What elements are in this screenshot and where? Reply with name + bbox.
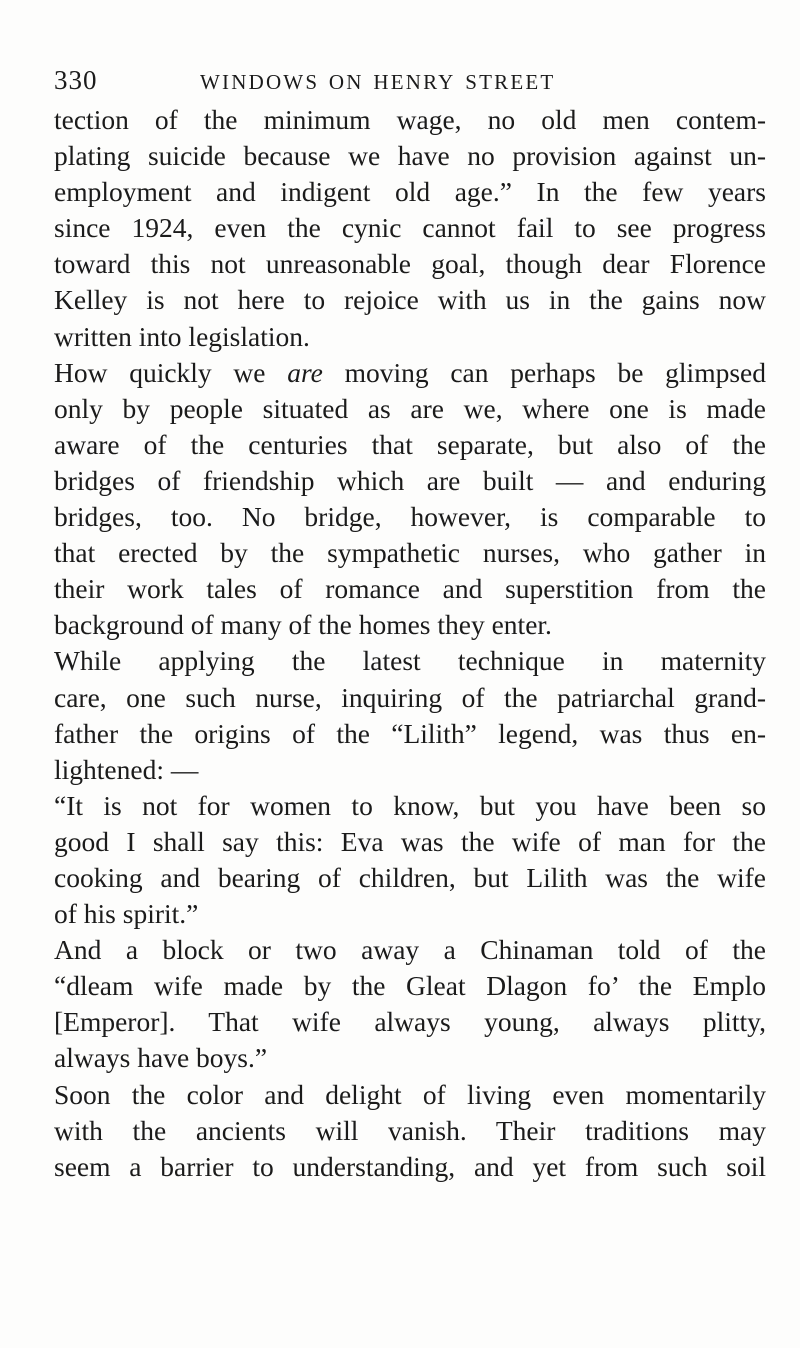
body-text [54, 102, 766, 1185]
text-line: background of many of the homes they enter. [54, 609, 552, 641]
text-line: While applying the latest technique in maternity [54, 645, 766, 677]
text-line: always have boys.” [54, 1042, 268, 1074]
text-line: aware of the centuries that separate, but also of the [54, 428, 766, 460]
text-line: tection of the minimum wage, no old men contem- [54, 104, 766, 135]
text-line: plating suicide because we have no provision against un- [54, 140, 766, 172]
text-line: bridges, too. No bridge, however, is comparable to [54, 501, 766, 533]
text-line: that erected by the sympathetic nurses, who gather in [54, 537, 766, 569]
text-line: since 1924, even the cynic cannot fail to see progress [54, 212, 766, 244]
text-line: care, one such nurse, inquiring of the patriarchal grand- [54, 681, 766, 713]
text-line: “dleam wife made by the Gleat Dlagon fo’ the Emplo [54, 970, 766, 1002]
text-line: written into legislation. [54, 320, 310, 352]
paragraph [54, 102, 766, 355]
text-line: seem a barrier to understanding, and yet from such soil [54, 1150, 766, 1182]
text-line: cooking and bearing of children, but Lilith was the wife [54, 861, 766, 893]
text-line: [Emperor]. That wife always young, always plitty, [54, 1006, 766, 1038]
emphasized-word: are [287, 356, 323, 388]
paragraph [54, 932, 766, 1076]
paragraph [54, 355, 766, 644]
text-line: good I shall say this: Eva was the wife of man for the [54, 825, 766, 857]
text-line: with the ancients will vanish. Their traditions may [54, 1114, 766, 1146]
running-head [54, 62, 766, 98]
text-line [54, 355, 766, 391]
text-run: moving can perhaps be glimpsed [322, 356, 767, 388]
quotation-paragraph [54, 788, 766, 932]
book-page [54, 62, 766, 1185]
text-line: And a block or two away a Chinaman told of the [54, 934, 766, 966]
text-line: “It is not for women to know, but you have been so [54, 789, 766, 821]
text-line: their work tales of romance and superstition from the [54, 573, 766, 605]
paragraph [54, 643, 766, 787]
paragraph [54, 1077, 766, 1185]
page-number: 330 [54, 65, 98, 95]
text-line: Kelley is not here to rejoice with us in the gains now [54, 284, 766, 316]
text-line: father the origins of the “Lilith” legend, was thus en- [54, 717, 766, 749]
text-line: toward this not unreasonable goal, though dear Florence [54, 248, 766, 280]
text-line: bridges of friendship which are built — and enduring [54, 464, 766, 496]
text-line: Soon the color and delight of living even momentarily [54, 1078, 766, 1110]
text-line: of his spirit.” [54, 898, 199, 930]
running-title: windows on henry street [200, 63, 556, 96]
text-line: lightened: — [54, 753, 199, 785]
text-run: How quickly we [54, 356, 288, 388]
text-line: only by people situated as are we, where one is made [54, 392, 766, 424]
text-line: employment and indigent old age.” In the few years [54, 176, 766, 208]
